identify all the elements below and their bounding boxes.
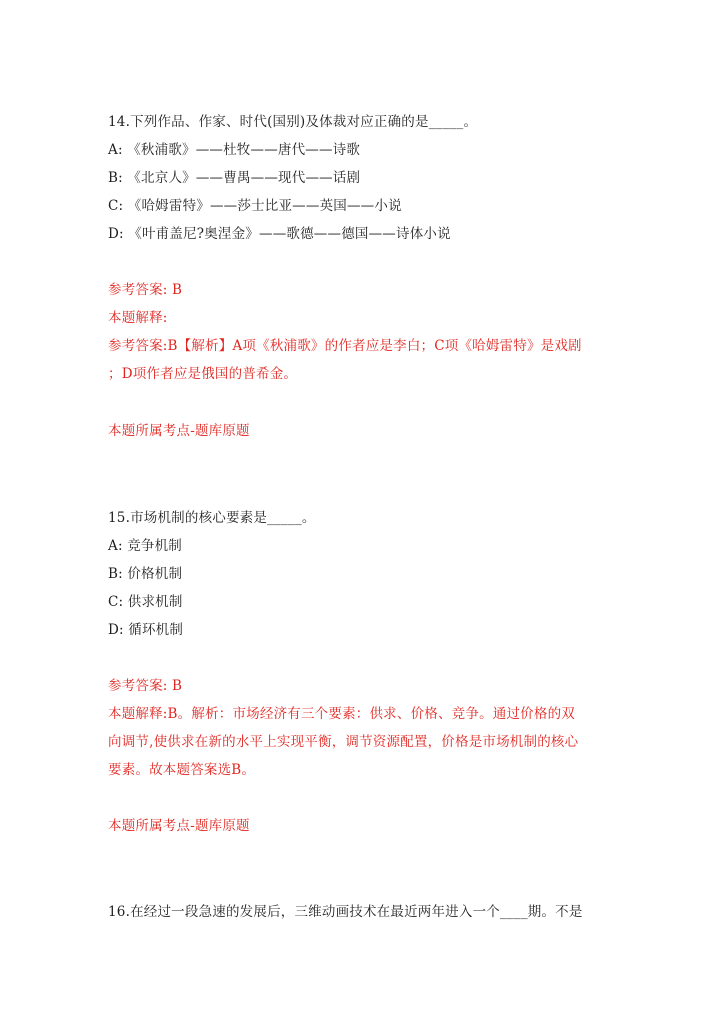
question-14-stem: 14.下列作品、作家、时代(国别)及体裁对应正确的是_____。 [108,114,478,130]
question-16-stem: 16.在经过一段急速的发展后，三维动画技术在最近两年进入一个____期。不是 [108,904,583,920]
question-14-answer: 参考答案: B [108,282,183,298]
question-14-explanation-line-1: 参考答案:B【解析】A项《秋浦歌》的作者应是李白；C项《哈姆雷特》是戏剧 [108,338,582,354]
question-15-explanation-line-3: 要素。故本题答案选B。 [108,762,256,778]
question-14-option-a: A: 《秋浦歌》——杜牧——唐代——诗歌 [108,142,361,158]
question-15-topic: 本题所属考点-题库原题 [108,818,250,834]
question-15-option-c: C: 供求机制 [108,594,183,610]
question-14-topic: 本题所属考点-题库原题 [108,423,250,439]
question-14-option-b: B: 《北京人》——曹禺——现代——话剧 [108,170,361,186]
question-14-explanation-line-2: ；D项作者应是俄国的普希金。 [108,366,298,382]
question-15-answer: 参考答案: B [108,678,183,694]
question-15-explanation-line-2: 向调节,使供求在新的水平上实现平衡，调节资源配置，价格是市场机制的核心 [108,734,579,750]
question-15-option-b: B: 价格机制 [108,566,183,582]
question-15-option-a: A: 竞争机制 [108,538,182,554]
question-14-option-d: D: 《叶甫盖尼?奥涅金》——歌德——德国——诗体小说 [108,226,451,242]
question-15-explanation-line-1: 本题解释:B。解析：市场经济有三个要素：供求、价格、竞争。通过价格的双 [108,706,575,722]
question-14-explanation-label: 本题解释: [108,310,168,326]
question-14-option-c: C: 《哈姆雷特》——莎士比亚——英国——小说 [108,198,402,214]
question-15-option-d: D: 循环机制 [108,622,184,638]
question-15-stem: 15.市场机制的核心要素是_____。 [108,510,316,526]
